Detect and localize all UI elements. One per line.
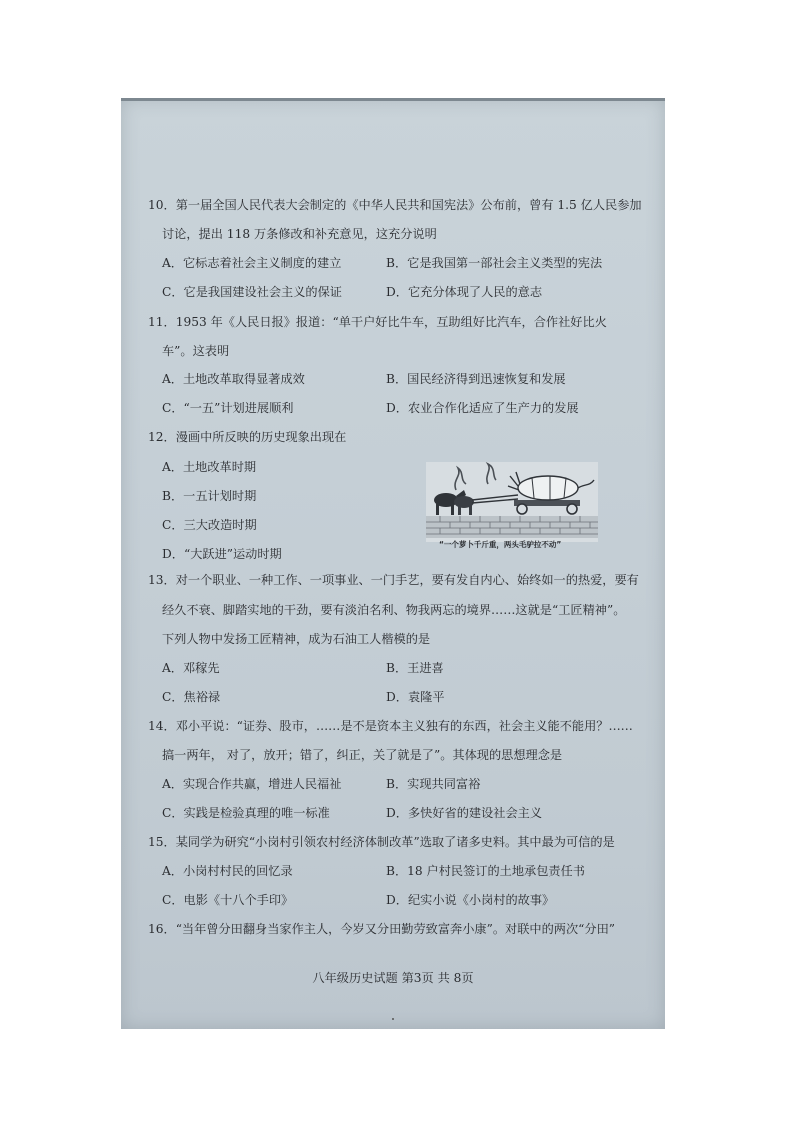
question-13-option-a: A．邓稼先	[162, 661, 220, 675]
cartoon-illustration	[426, 462, 598, 542]
cartoon-figure	[426, 462, 598, 542]
question-12-stem: 12．漫画中所反映的历史现象出现在	[148, 430, 347, 444]
scan-speck	[392, 1018, 394, 1020]
question-15-option-a: A．小岗村村民的回忆录	[162, 864, 293, 878]
question-10-stem-line-2: 讨论，提出 118 万条修改和补充意见，这充分说明	[162, 227, 437, 241]
question-11-option-a: A．土地改革取得显著成效	[162, 372, 305, 386]
question-14-option-a: A．实现合作共赢，增进人民福祉	[162, 777, 342, 791]
question-13-option-b: B．王进喜	[386, 661, 444, 675]
question-13-stem-line-2: 经久不衰、脚踏实地的干劲，要有淡泊名利、物我两忘的境界……这就是“工匠精神”。	[162, 603, 626, 617]
question-11-stem-line-2: 车”。这表明	[162, 344, 230, 358]
question-11-option-d: D．农业合作化适应了生产力的发展	[386, 401, 579, 415]
question-10-stem-line-1: 10．第一届全国人民代表大会制定的《中华人民共和国宪法》公布前，曾有 1.5 亿人民参加	[148, 198, 642, 212]
exam-content	[121, 98, 665, 1029]
question-13-option-c: C．焦裕禄	[162, 690, 221, 704]
question-12-option-a: A．土地改革时期	[162, 460, 257, 474]
question-14-option-b: B．实现共同富裕	[386, 777, 481, 791]
question-11-stem-line-1: 11．1953 年《人民日报》报道：“单干户好比牛车，互助组好比汽车，合作社好比火	[148, 315, 607, 329]
page-footer: 八年级历史试题 第3页 共 8页	[312, 971, 474, 985]
question-10-option-c: C．它是我国建设社会主义的保证	[162, 285, 342, 299]
question-14-stem-line-2: 搞一两年， 对了，放开；错了，纠正，关了就是了”。其体现的思想理念是	[162, 748, 563, 762]
question-12-option-d: D．“大跃进”运动时期	[162, 547, 282, 561]
exam-sheet	[121, 98, 665, 1029]
question-13-option-d: D．袁隆平	[386, 690, 445, 704]
question-12-option-c: C．三大改造时期	[162, 518, 257, 532]
question-15-stem: 15．某同学为研究“小岗村引领农村经济体制改革”选取了诸多史料。其中最为可信的是	[148, 835, 615, 849]
question-15-option-d: D．纪实小说《小岗村的故事》	[386, 893, 555, 907]
question-13-stem-line-3: 下列人物中发扬工匠精神，成为石油工人楷模的是	[162, 632, 431, 646]
question-16-stem: 16．“当年曾分田翻身当家作主人，今岁又分田勤劳致富奔小康”。对联中的两次“分田”	[148, 922, 615, 936]
question-10-option-a: A．它标志着社会主义制度的建立	[162, 256, 342, 270]
cartoon-caption: “一个萝卜千斤重，两头毛驴拉不动”	[439, 540, 562, 549]
question-11-option-b: B．国民经济得到迅速恢复和发展	[386, 372, 566, 386]
question-14-stem-line-1: 14．邓小平说：“证券、股市，……是不是资本主义独有的东西，社会主义能不能用？……	[148, 719, 633, 733]
question-10-option-d: D．它充分体现了人民的意志	[386, 285, 543, 299]
question-10-option-b: B．它是我国第一部社会主义类型的宪法	[386, 256, 603, 270]
question-12-option-b: B．一五计划时期	[162, 489, 257, 503]
question-14-option-c: C．实践是检验真理的唯一标准	[162, 806, 330, 820]
question-11-option-c: C．“一五”计划进展顺利	[162, 401, 294, 415]
question-14-option-d: D．多快好省的建设社会主义	[386, 806, 543, 820]
question-15-option-b: B．18 户村民签订的土地承包责任书	[386, 864, 585, 878]
question-15-option-c: C．电影《十八个手印》	[162, 893, 294, 907]
question-13-stem-line-1: 13．对一个职业、一种工作、一项事业、一门手艺，要有发自内心、始终如一的热爱，要有	[148, 573, 639, 587]
